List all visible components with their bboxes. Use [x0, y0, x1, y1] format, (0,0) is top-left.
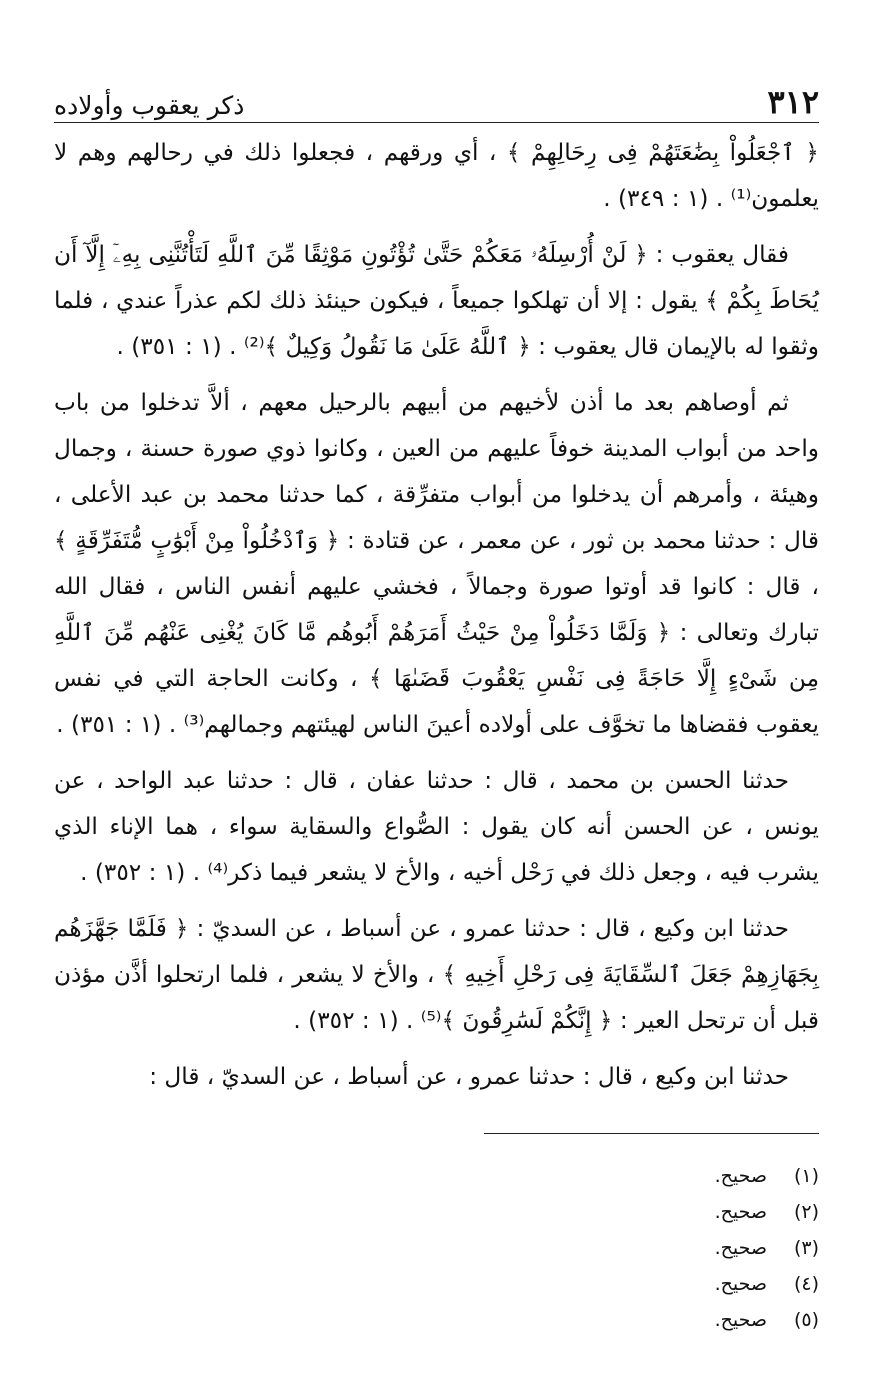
paragraph: حدثنا ابن وكيع ، قال : حدثنا عمرو ، عن أسباط ، عن السديّ : ﴿ فَلَمَّا جَهَّزَهُم بِجَهَازِهِمْ جَعَلَ ٱلسِّقَايَةَ فِى رَحْلِ أَخِيهِ ﴾ ، والأخ لا يشعر ، فلما ارتحلوا أذَّن مؤذن قبل أن ترتحل العير : ﴿ إِنَّكُمْ لَسَٰرِقُونَ ﴾⁽⁵⁾ . (١ : ٣٥٢) . — [54, 915, 819, 1034]
running-title: ذكر يعقوب وأولاده — [54, 91, 245, 120]
footnote-number: (١) — [793, 1165, 819, 1187]
paragraph: ثم أوصاهم بعد ما أذن لأخيهم من أبيهم بالرحيل معهم ، ألاَّ تدخلوا من باب واحد من أبواب المدينة خوفاً عليهم من العين ، وكانوا ذوي صورة حسنة ، وجمال وهيئة ، وأمرهم أن يدخلوا من أبواب متفرِّقة ، كما حدثنا محمد بن عبد الأعلى ، قال : حدثنا محمد بن ثور ، عن معمر ، عن قتادة : ﴿ وَٱدْخُلُواْ مِنْ أَبْوَٰبٍ مُّتَفَرِّقَةٍ ﴾ ، قال : كانوا قد أوتوا صورة وجمالاً ، فخشي عليهم أنفس الناس ، فقال الله تبارك وتعالى : ﴿ وَلَمَّا دَخَلُواْ مِنْ حَيْثُ أَمَرَهُمْ أَبُوهُم مَّا كَانَ يُغْنِى عَنْهُم مِّنَ ٱللَّهِ مِن شَىْءٍ إِلَّا حَاجَةً فِى نَفْسِ يَعْقُوبَ قَضَىٰهَا ﴾ ، وكانت الحاجة التي في نفس يعقوب فقضاها ما تخوَّف على أولاده أعينَ الناس لهيئتهم وجمالهم⁽³⁾ . (١ : ٣٥١) . — [54, 389, 819, 738]
paragraph: ﴿ ٱجْعَلُواْ بِضَٰعَتَهُمْ فِى رِحَالِهِمْ ﴾ ، أي ورقهم ، فجعلوا ذلك في رحالهم وهم لا يعلمون⁽¹⁾ . (١ : ٣٤٩) . — [54, 139, 819, 212]
footnote-text: صحيح. — [714, 1165, 767, 1187]
paragraph: حدثنا ابن وكيع ، قال : حدثنا عمرو ، عن أسباط ، عن السديّ ، قال : — [149, 1063, 789, 1090]
footnote — [484, 1302, 819, 1338]
footnote-number: (٣) — [793, 1237, 819, 1259]
footnote-separator — [484, 1133, 819, 1134]
page-number: ٣١٢ — [767, 83, 819, 121]
paragraph: فقال يعقوب : ﴿ لَنْ أُرْسِلَهُۥ مَعَكُمْ حَتَّىٰ تُؤْتُونِ مَوْثِقًا مِّنَ ٱللَّهِ لَتَأْتُنَّنِى بِهِۦٓ إِلَّآ أَن يُحَاطَ بِكُمْ ﴾ يقول : إلا أن تهلكوا جميعاً ، فيكون حينئذ ذلك لكم عذراً عندي ، فلما وثقوا له بالإيمان قال يعقوب : ﴿ ٱللَّهُ عَلَىٰ مَا نَقُولُ وَكِيلٌ ﴾⁽²⁾ . (١ : ٣٥١) . — [54, 241, 819, 360]
footnote-number: (٤) — [793, 1273, 819, 1295]
footnote-text: صحيح. — [714, 1237, 767, 1259]
paragraph: حدثنا الحسن بن محمد ، قال : حدثنا عفان ، قال : حدثنا عبد الواحد ، عن يونس ، عن الحسن أنه كان يقول : الصُّواع والسقاية سواء ، هما الإناء الذي يشرب فيه ، وجعل ذلك في رَحْل أخيه ، والأخ لا يشعر فيما ذكر⁽⁴⁾ . (١ : ٣٥٢) . — [54, 767, 819, 886]
footnote-text: صحيح. — [714, 1273, 767, 1295]
footnote — [484, 1194, 819, 1230]
footnote-text: صحيح. — [714, 1201, 767, 1223]
footnote-number: (٢) — [793, 1201, 819, 1223]
footnote-number: (٥) — [793, 1309, 819, 1331]
footnote — [484, 1230, 819, 1266]
page-header — [54, 74, 819, 123]
body-text — [54, 130, 819, 1110]
footnote-text: صحيح. — [714, 1309, 767, 1331]
footnote — [484, 1158, 819, 1194]
footnotes — [484, 1158, 819, 1338]
footnote — [484, 1266, 819, 1302]
